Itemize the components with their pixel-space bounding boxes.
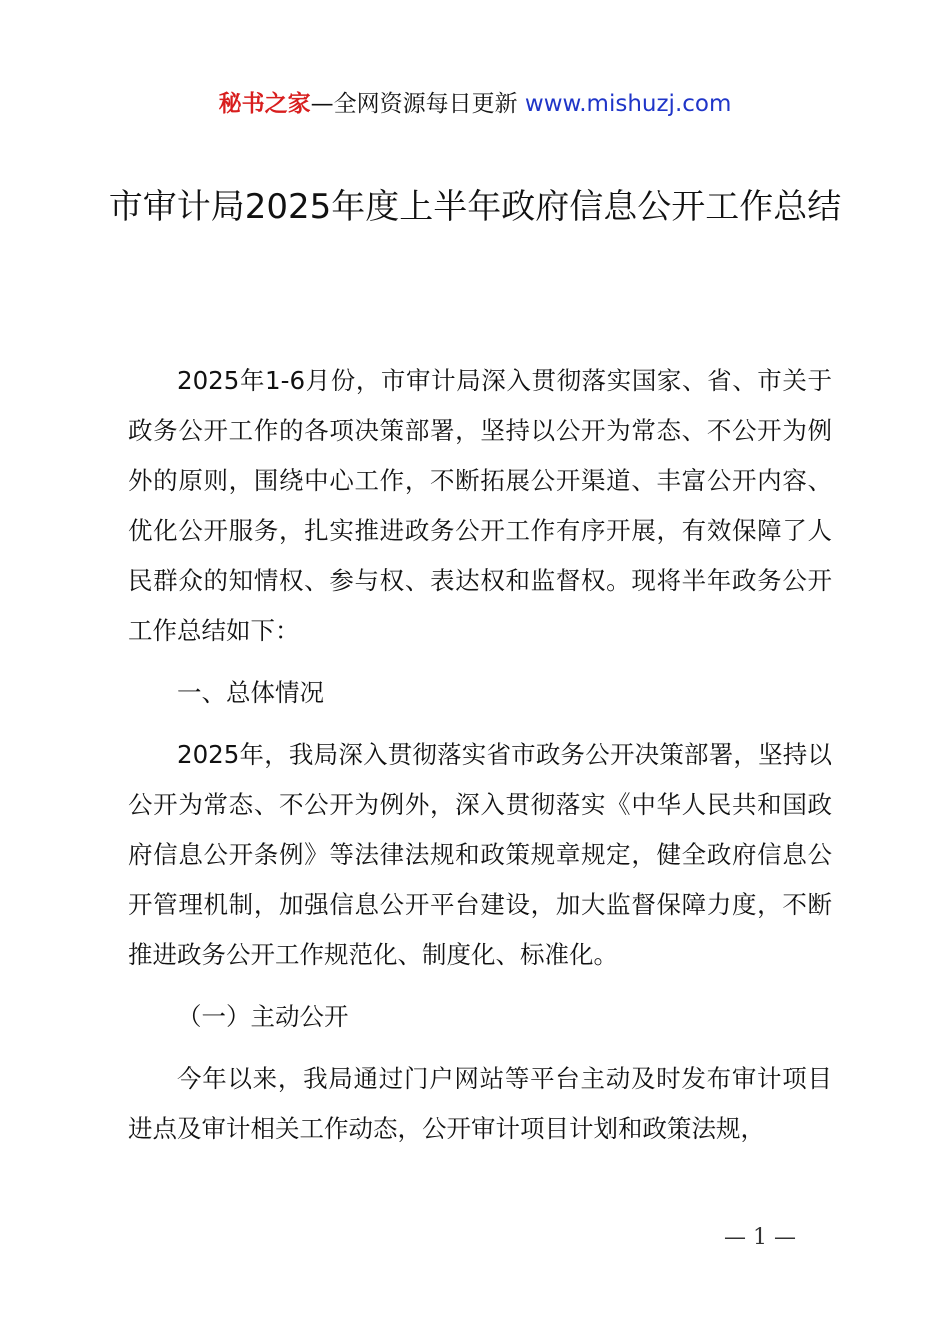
section-heading-overall: 一、总体情况 (177, 678, 324, 707)
intro-paragraph: 2025年1-6月份，市审计局深入贯彻落实国家、省、市关于政务公开工作的各项决策部署，坚持以公开为常态、不公开为例外的原则，围绕中心工作，不断拓展公开渠道、丰富公开内容、优化公开服务，扎实推进政务公开工作有序开展，有效保障了人民群众的知情权、参与权、表达权和监督权。现将半年政务公开工作总结如下： (128, 366, 832, 645)
active-disclosure-paragraph: 今年以来，我局通过门户网站等平台主动及时发布审计项目进点及审计相关工作动态，公开审计项目计划和政策法规， (128, 1064, 832, 1143)
brand-name: 秘书之家 (218, 91, 311, 117)
document-title: 市审计局2025年度上半年政府信息公开工作总结 (108, 187, 842, 227)
document-body (128, 356, 832, 1166)
header-slogan: —全网资源每日更新 (310, 91, 525, 117)
site-url-link[interactable]: www.mishuzj.com (524, 91, 732, 117)
overall-paragraph: 2025年，我局深入贯彻落实省市政务公开决策部署，坚持以公开为常态、不公开为例外，深入贯彻落实《中华人民共和国政府信息公开条例》等法律法规和政策规章规定，健全政府信息公开管理机制，加强信息公开平台建设，加大监督保障力度，不断推进政务公开工作规范化、制度化、标准化。 (128, 740, 832, 969)
header-banner (0, 88, 950, 120)
page-number: — 1 — (724, 1225, 796, 1250)
subsection-heading-active-disclosure: （一）主动公开 (177, 1002, 349, 1031)
